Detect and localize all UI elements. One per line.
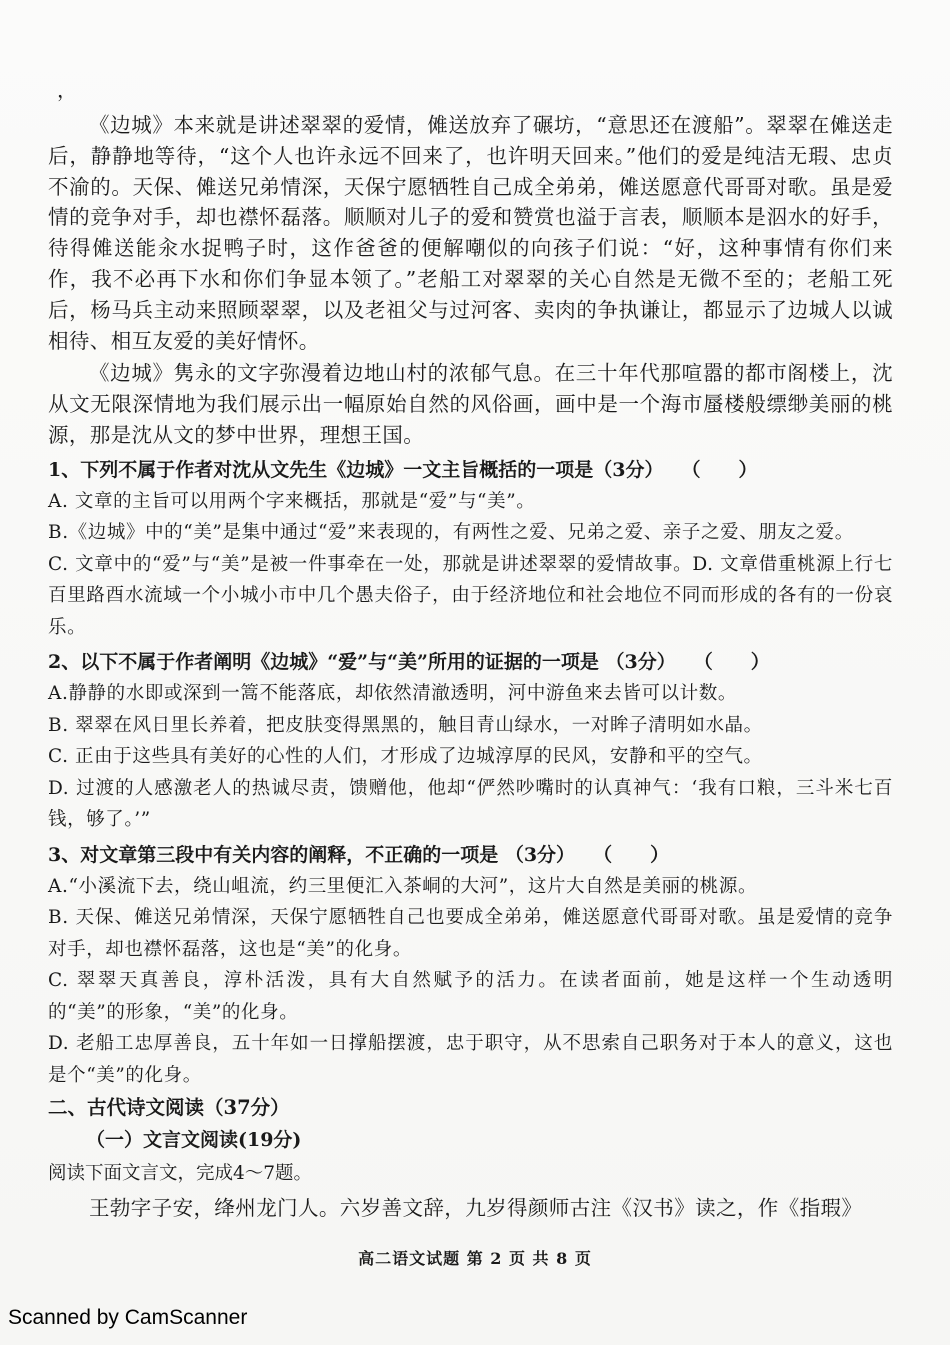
option-b: B. 翠翠在风日里长养着，把皮肤变得黑黑的，触目青山绿水，一对眸子清明如水晶。 xyxy=(48,714,763,736)
option-b: B.《边城》中的“美”是集中通过“爱”来表现的，有两性之爱、兄弟之爱、亲子之爱、朋友之爱。 xyxy=(48,522,854,544)
question-3 xyxy=(48,840,893,1092)
section-title: 二、古代诗文阅读（37分） xyxy=(48,1096,290,1120)
option-a: A.静静的水即或深到一篙不能落底，却依然清澈透明，河中游鱼来去皆可以计数。 xyxy=(48,683,737,705)
subsection-title: （一）文言文阅读(19分) xyxy=(86,1129,302,1152)
scanner-watermark: Scanned by CamScanner xyxy=(8,1306,248,1329)
paragraph-1: 《边城》本来就是讲述翠翠的爱情，傩送放弃了碾坊，“意思还在渡船”。翠翠在傩送走后，静静地等待，“这个人也许永远不回来了，也许明天回来。”他们的爱是纯洁无瑕、忠贞不渝的。天保、傩送兄弟情深，天保宁愿牺牲自己成全弟弟，傩送愿意代哥哥对歌。虽是爱情的竞争对手，却也襟怀磊落。顺顺对儿子的爱和赞赏也溢于言表，顺顺本是泅水的好手，待得傩送能汆水捉鸭子时，这作爸爸的便解嘲似的向孩子们说：“好，这种事情有你们来作，我不必再下水和你们争显本领了。”老船工对翠翠的关心自然是无微不至的；老船工死后，杨马兵主动来照顾翠翠，以及老祖父与过河客、卖肉的争执谦让，都显示了边城人以诚相待、相互友爱的美好情怀。 xyxy=(48,113,893,353)
option-c: C. 翠翠天真善良，淳朴活泼，具有大自然赋予的活力。在读者面前，她是这样一个生动透明的“美”的形象，“美”的化身。 xyxy=(48,970,893,1023)
question-title xyxy=(48,840,893,871)
answer-blank: （ ） xyxy=(681,458,758,481)
stray-mark: ， xyxy=(57,78,77,102)
page-content xyxy=(48,110,893,1226)
option-c: C. 正由于这些具有美好的心性的人们，才形成了边城淳厚的民风，安静和平的空气。 xyxy=(48,746,763,768)
question-title-text: 3、对文章第三段中有关内容的阐释，不正确的一项是 （3分） xyxy=(48,843,576,866)
option-c-d: C. 文章中的“爱”与“美”是被一件事牵在一处，那就是讲述翠翠的爱情故事。D. 文章借重桃源上行七百里路酉水流域一个小城小市中几个愚夫俗子，由于经济地位和社会地位不同而形成的各有的一份哀乐。 xyxy=(48,553,893,638)
question-title-text: 1、下列不属于作者对沈从文先生《边城》一文主旨概括的一项是（3分） xyxy=(48,458,664,481)
passage-start: 王勃字子安，绛州龙门人。六岁善文辞，九岁得颜师古注《汉书》读之，作《指瑕》 xyxy=(89,1196,863,1221)
option-b: B. 天保、傩送兄弟情深，天保宁愿牺牲自己也要成全弟弟，傩送愿意代哥哥对歌。虽是爱情的竞争对手，却也襟怀磊落，这也是“美”的化身。 xyxy=(48,907,893,960)
paragraph-2: 《边城》隽永的文字弥漫着边地山村的浓郁气息。在三十年代那喧嚣的都市阁楼上，沈从文无限深情地为我们展示出一幅原始自然的风俗画，画中是一个海市蜃楼般缥缈美丽的桃源，那是沈从文的梦中世界，理想王国。 xyxy=(48,361,893,447)
question-title xyxy=(48,647,893,678)
option-a: A.“小溪流下去，绕山岨流，约三里便汇入茶峒的大河”，这片大自然是美丽的桃源。 xyxy=(48,875,758,897)
reading-instruction: 阅读下面文言文，完成4～7题。 xyxy=(48,1163,313,1185)
option-d: D. 老船工忠厚善良，五十年如一日撑船摆渡，忠于职守，从不思索自己职务对于本人的意义，这也是个“美”的化身。 xyxy=(48,1033,893,1086)
option-d: D. 过渡的人感激老人的热诚尽责，馈赠他，他却“俨然吵嘴时的认真神气：‘我有口粮，三斗米七百钱，够了。’” xyxy=(48,777,893,831)
question-title-text: 2、以下不属于作者阐明《边城》“爱”与“美”所用的证据的一项是 （3分） xyxy=(48,651,676,674)
question-2 xyxy=(48,647,893,836)
answer-blank: （ ） xyxy=(593,843,670,866)
question-title xyxy=(48,455,893,486)
answer-blank: （ ） xyxy=(693,651,770,674)
question-1 xyxy=(48,455,893,644)
page-footer: 高二语文试题 第 2 页 共 8 页 xyxy=(358,1249,592,1268)
option-a: A. 文章的主旨可以用两个字来概括，那就是“爱”与“美”。 xyxy=(48,490,536,512)
